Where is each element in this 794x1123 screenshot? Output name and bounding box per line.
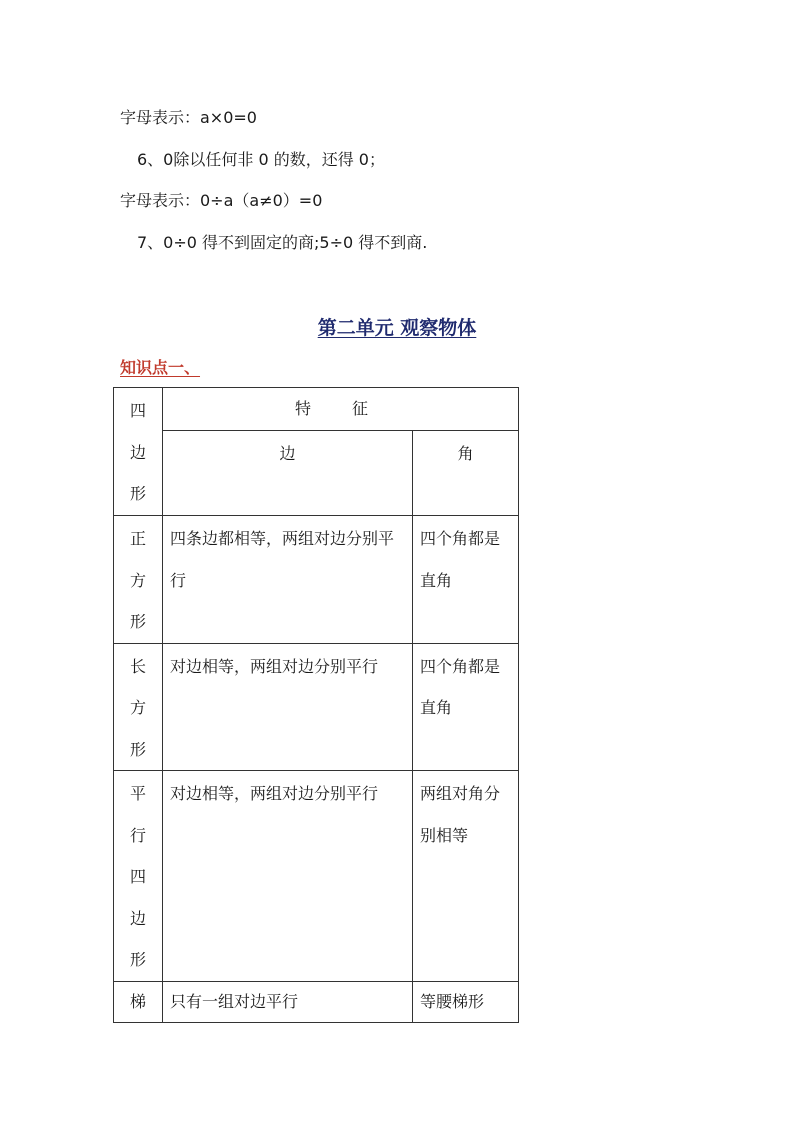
table-row <box>114 643 519 771</box>
angle-header: 角 <box>413 431 519 516</box>
header-char: 边 <box>129 442 146 462</box>
edge-header: 边 <box>163 431 413 516</box>
header-shape-cell <box>114 388 163 516</box>
table-row <box>114 771 519 982</box>
shape-cell: 梯 <box>114 982 163 1023</box>
knowledge-point-heading: 知识点一、 <box>120 358 201 377</box>
rule-line-6: 6、0除以任何非 0 的数，还得 0； <box>137 150 385 169</box>
table-row <box>114 516 519 644</box>
header-char: 形 <box>129 484 146 503</box>
table-row <box>114 982 519 1023</box>
shape-cell: 正 方 形 <box>114 516 163 644</box>
angle-cell: 四个角都是直角 <box>413 516 519 644</box>
unit-heading: 第二单元 观察物体 <box>317 317 477 339</box>
rule-line-7: 7、0÷0 得不到固定的商;5÷0 得不到商. <box>137 233 428 252</box>
edge-cell: 对边相等，两组对边分别平行 <box>163 643 413 771</box>
edge-cell: 四条边都相等，两组对边分别平行 <box>163 516 413 644</box>
quadrilateral-table <box>113 387 519 1023</box>
shape-cell: 长 方 形 <box>114 643 163 771</box>
edge-cell: 只有一组对边平行 <box>163 982 413 1023</box>
angle-cell: 两组对角分别相等 <box>413 771 519 982</box>
formula-line-2: 字母表示：0÷a（a≠0）=0 <box>120 191 323 210</box>
feature-header: 特 征 <box>163 388 519 431</box>
edge-cell: 对边相等，两组对边分别平行 <box>163 771 413 982</box>
formula-line-1: 字母表示：a×0=0 <box>120 108 257 127</box>
shape-cell: 平 行 四 边 形 <box>114 771 163 982</box>
angle-cell: 四个角都是直角 <box>413 643 519 771</box>
header-char: 四 <box>129 401 146 420</box>
angle-cell: 等腰梯形 <box>413 982 519 1023</box>
